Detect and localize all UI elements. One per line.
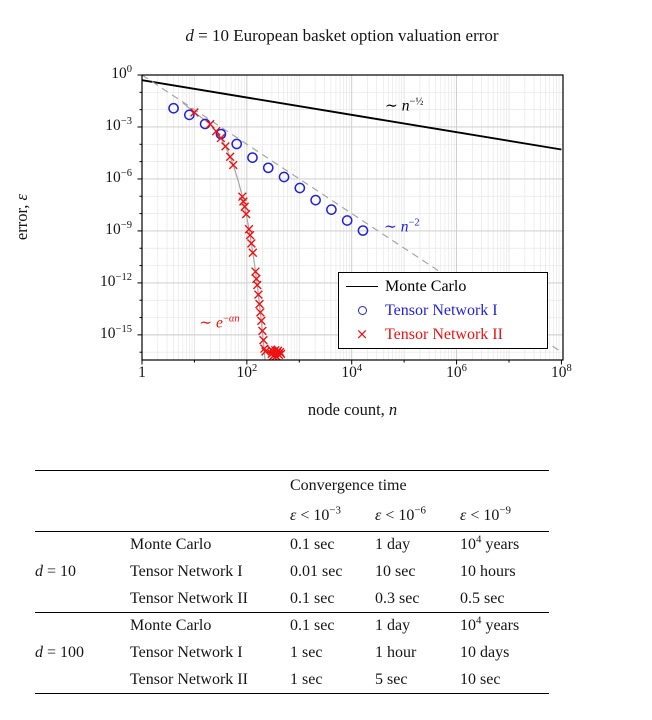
time-eps6-cell: 1 hour	[375, 644, 417, 661]
legend	[338, 272, 548, 349]
legend-label: Tensor Network I	[385, 301, 498, 319]
time-eps3-cell: 1 sec	[290, 670, 323, 688]
time-eps9-cell: 10 hours	[460, 563, 516, 580]
table-group	[35, 532, 549, 613]
table-group	[35, 613, 549, 694]
method-cell: Tensor Network I	[130, 563, 243, 580]
chart-title: d = 10 European basket option valuation error	[185, 26, 499, 45]
time-eps3-cell: 1 sec	[290, 644, 323, 661]
method-cell: Tensor Network I	[130, 644, 243, 661]
time-eps9-cell: $10^4$ years	[460, 533, 520, 554]
time-eps9-cell: 0.5 sec	[460, 589, 505, 607]
table-row	[35, 613, 549, 640]
dimension-label: d = 10	[35, 563, 77, 580]
method-cell: Monte Carlo	[130, 536, 212, 554]
x-axis-tick-label: $10^8$	[551, 362, 572, 381]
time-eps9-cell: $10^4$ years	[460, 614, 520, 635]
time-eps9-cell: 10 days	[460, 644, 510, 661]
legend-label: Tensor Network II	[385, 325, 503, 343]
tn1-rate-label: ∼ $n^{-2}$	[383, 217, 420, 236]
circle-marker-icon	[339, 306, 385, 315]
y-axis-tick-label: $10^{-12}$	[100, 271, 132, 290]
table-row	[35, 532, 549, 559]
epsilon-column-header: $\varepsilon < 10^{-6}$	[375, 504, 426, 524]
x-axis-tick-label: $10^6$	[446, 362, 467, 381]
y-axis-tick-label: $10^{-15}$	[100, 323, 132, 342]
line-swatch-icon	[339, 286, 385, 287]
time-eps3-cell: 0.1 sec	[290, 617, 335, 635]
time-eps6-cell: 1 day	[375, 536, 411, 554]
dimension-label: d = 100	[35, 644, 85, 661]
epsilon-column-header: $\varepsilon < 10^{-3}$	[290, 504, 341, 524]
time-eps6-cell: 1 day	[375, 617, 411, 635]
time-eps3-cell: 0.01 sec	[290, 563, 343, 580]
x-axis-tick-label: $10^4$	[341, 362, 363, 381]
epsilon-column-header: $\varepsilon < 10^{-9}$	[460, 504, 511, 524]
x-marker-icon: ×	[355, 325, 369, 343]
convergence-time-header: Convergence time	[290, 476, 407, 494]
legend-label: Monte Carlo	[385, 277, 467, 295]
series-tensor-network-1	[169, 104, 368, 235]
x-axis-label: node count, n	[307, 400, 398, 419]
time-eps6-cell: 5 sec	[375, 670, 408, 688]
tn2-rate-label: ∼ $e^{-\alpha n}$	[199, 313, 240, 332]
y-axis-label: error, ε	[12, 193, 31, 241]
time-eps9-cell: 10 sec	[460, 670, 501, 688]
mc-rate-label: ∼ $n^{-\frac{1}{2}}$	[384, 96, 424, 115]
table-header	[35, 471, 549, 532]
y-axis-tick-label: $10^{-3}$	[105, 115, 132, 134]
method-cell: Monte Carlo	[130, 617, 212, 635]
x-axis-tick-label: 1	[138, 364, 146, 381]
legend-item	[339, 299, 547, 323]
legend-item	[339, 323, 547, 347]
y-axis-tick-label: $10^{-6}$	[105, 167, 132, 186]
legend-item	[339, 275, 547, 299]
time-eps6-cell: 0.3 sec	[375, 589, 420, 607]
method-cell: Tensor Network II	[130, 589, 248, 607]
method-cell: Tensor Network II	[130, 670, 248, 688]
y-axis-tick-label: $10^0$	[111, 63, 132, 82]
convergence-table	[35, 470, 549, 694]
y-axis-tick-label: $10^{-9}$	[105, 219, 132, 238]
time-eps3-cell: 0.1 sec	[290, 536, 335, 554]
time-eps6-cell: 10 sec	[375, 563, 416, 580]
time-eps3-cell: 0.1 sec	[290, 589, 335, 607]
x-axis-tick-label: $10^2$	[236, 362, 258, 381]
